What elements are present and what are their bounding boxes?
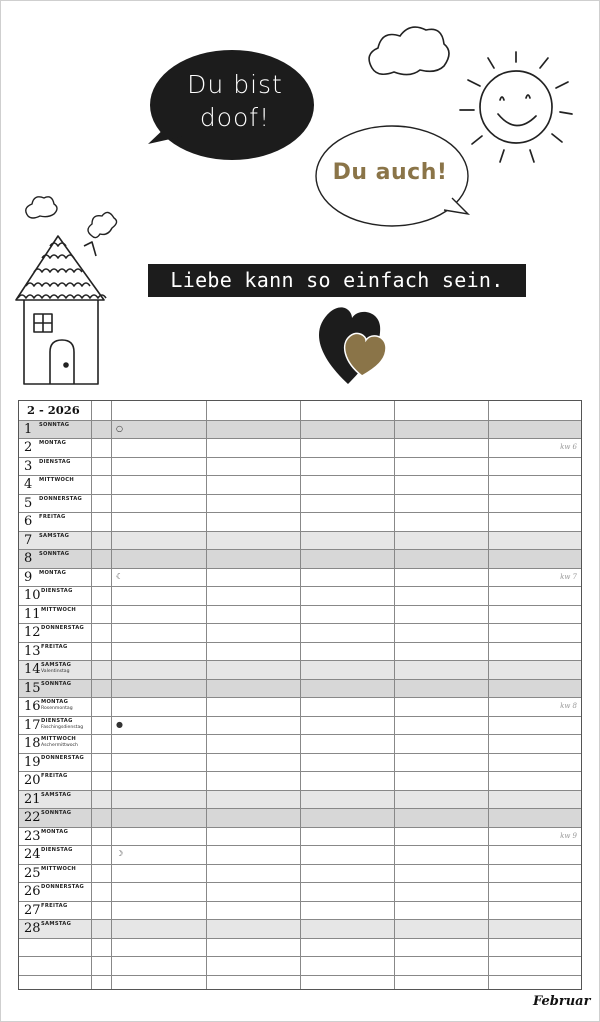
weekday-label: MITTWOCH bbox=[41, 606, 76, 613]
column-divider bbox=[394, 401, 395, 989]
day-number: 28 bbox=[24, 921, 41, 936]
weekday-label: DIENSTAG bbox=[41, 717, 73, 724]
day-number: 2 bbox=[24, 440, 33, 455]
day-number: 22 bbox=[24, 810, 41, 825]
weekday-label: SONNTAG bbox=[39, 421, 70, 428]
dark-bubble-text bbox=[170, 68, 300, 134]
day-number: 10 bbox=[24, 588, 41, 603]
weekday-label: SAMSTAG bbox=[39, 532, 70, 539]
week-number: kw 7 bbox=[560, 572, 577, 581]
house-icon bbox=[16, 236, 106, 384]
illustration bbox=[0, 0, 600, 400]
light-bubble-text: Du auch! bbox=[332, 160, 448, 185]
weekday-label: MONTAG bbox=[39, 569, 67, 576]
weekday-label: DONNERSTAG bbox=[41, 625, 85, 631]
day-number: 15 bbox=[24, 680, 41, 696]
weekday-label: MITTWOCH bbox=[41, 865, 76, 872]
weekday-label: SONNTAG bbox=[41, 680, 72, 687]
moon-phase-icon: ☽ bbox=[116, 849, 124, 858]
day-number: 5 bbox=[24, 495, 33, 511]
weekday-label: SONNTAG bbox=[41, 810, 72, 816]
calendar-grid bbox=[18, 400, 582, 990]
smoke-icon bbox=[88, 212, 117, 237]
cloud-icon bbox=[369, 27, 449, 74]
week-number: kw 9 bbox=[560, 831, 577, 840]
day-number: 17 bbox=[24, 717, 41, 733]
weekday-label: FREITAG bbox=[39, 514, 66, 520]
day-number: 23 bbox=[24, 828, 41, 844]
small-cloud-icon bbox=[26, 197, 57, 218]
holiday-label: Faschingsdienstag bbox=[41, 724, 84, 730]
weekday-label: DIENSTAG bbox=[41, 847, 73, 853]
day-number: 25 bbox=[24, 865, 41, 881]
holiday-label: Rosenmontag bbox=[41, 706, 73, 711]
weekday-label: MONTAG bbox=[39, 440, 67, 446]
column-divider bbox=[488, 401, 489, 989]
day-number: 26 bbox=[24, 884, 41, 899]
hearts-icon bbox=[319, 307, 386, 384]
weekday-label: MITTWOCH bbox=[41, 736, 76, 742]
moon-phase-icon: ● bbox=[116, 719, 123, 729]
day-number: 1 bbox=[24, 421, 33, 437]
day-number: 16 bbox=[24, 699, 41, 714]
month-year-label: 2 - 2026 bbox=[27, 403, 80, 417]
weekday-label: FREITAG bbox=[41, 643, 68, 650]
day-number: 21 bbox=[24, 791, 41, 807]
weekday-label: DIENSTAG bbox=[41, 588, 73, 594]
day-number: 24 bbox=[24, 847, 41, 862]
column-divider bbox=[300, 401, 301, 989]
week-number: kw 6 bbox=[560, 443, 577, 451]
day-number: 11 bbox=[24, 606, 41, 622]
day-number: 9 bbox=[24, 569, 33, 585]
column-divider bbox=[206, 401, 207, 989]
slogan-banner: Liebe kann so einfach sein. bbox=[148, 264, 526, 297]
dark-bubble-line-1: Du bist bbox=[187, 70, 283, 99]
weekday-label: SAMSTAG bbox=[41, 662, 72, 668]
column-divider bbox=[111, 401, 112, 989]
dark-bubble-line-2: doof! bbox=[199, 103, 271, 132]
holiday-label: Valentinstag bbox=[41, 669, 70, 674]
day-number: 6 bbox=[24, 514, 33, 529]
weekday-label: DONNERSTAG bbox=[41, 884, 85, 890]
weekday-label: MITTWOCH bbox=[39, 477, 74, 483]
day-number: 19 bbox=[24, 754, 41, 770]
week-number: kw 8 bbox=[560, 702, 577, 710]
day-number: 18 bbox=[24, 736, 41, 751]
weekday-label: SONNTAG bbox=[39, 551, 70, 557]
weekday-label: DONNERSTAG bbox=[41, 754, 85, 761]
month-signature: Februar bbox=[533, 994, 591, 1009]
column-divider bbox=[91, 401, 92, 989]
day-number: 7 bbox=[24, 532, 33, 548]
weekday-label: MONTAG bbox=[41, 828, 69, 835]
weekday-label: FREITAG bbox=[41, 902, 68, 909]
moon-phase-icon: ☾ bbox=[116, 571, 124, 581]
weekday-label: FREITAG bbox=[41, 773, 68, 779]
day-number: 20 bbox=[24, 773, 41, 788]
moon-phase-icon: ○ bbox=[116, 423, 123, 433]
day-number: 13 bbox=[24, 643, 41, 659]
weekday-label: DIENSTAG bbox=[39, 458, 71, 465]
weekday-label: SAMSTAG bbox=[41, 791, 72, 798]
day-number: 4 bbox=[24, 477, 33, 492]
weekday-label: SAMSTAG bbox=[41, 921, 72, 927]
holiday-label: Aschermittwoch bbox=[41, 743, 78, 748]
sun-icon bbox=[460, 52, 572, 162]
day-number: 12 bbox=[24, 625, 41, 640]
weekday-label: MONTAG bbox=[41, 699, 69, 705]
day-number: 14 bbox=[24, 662, 41, 677]
weekday-label: DONNERSTAG bbox=[39, 495, 83, 502]
day-number: 3 bbox=[24, 458, 33, 474]
day-number: 8 bbox=[24, 551, 33, 566]
day-number: 27 bbox=[24, 902, 41, 918]
